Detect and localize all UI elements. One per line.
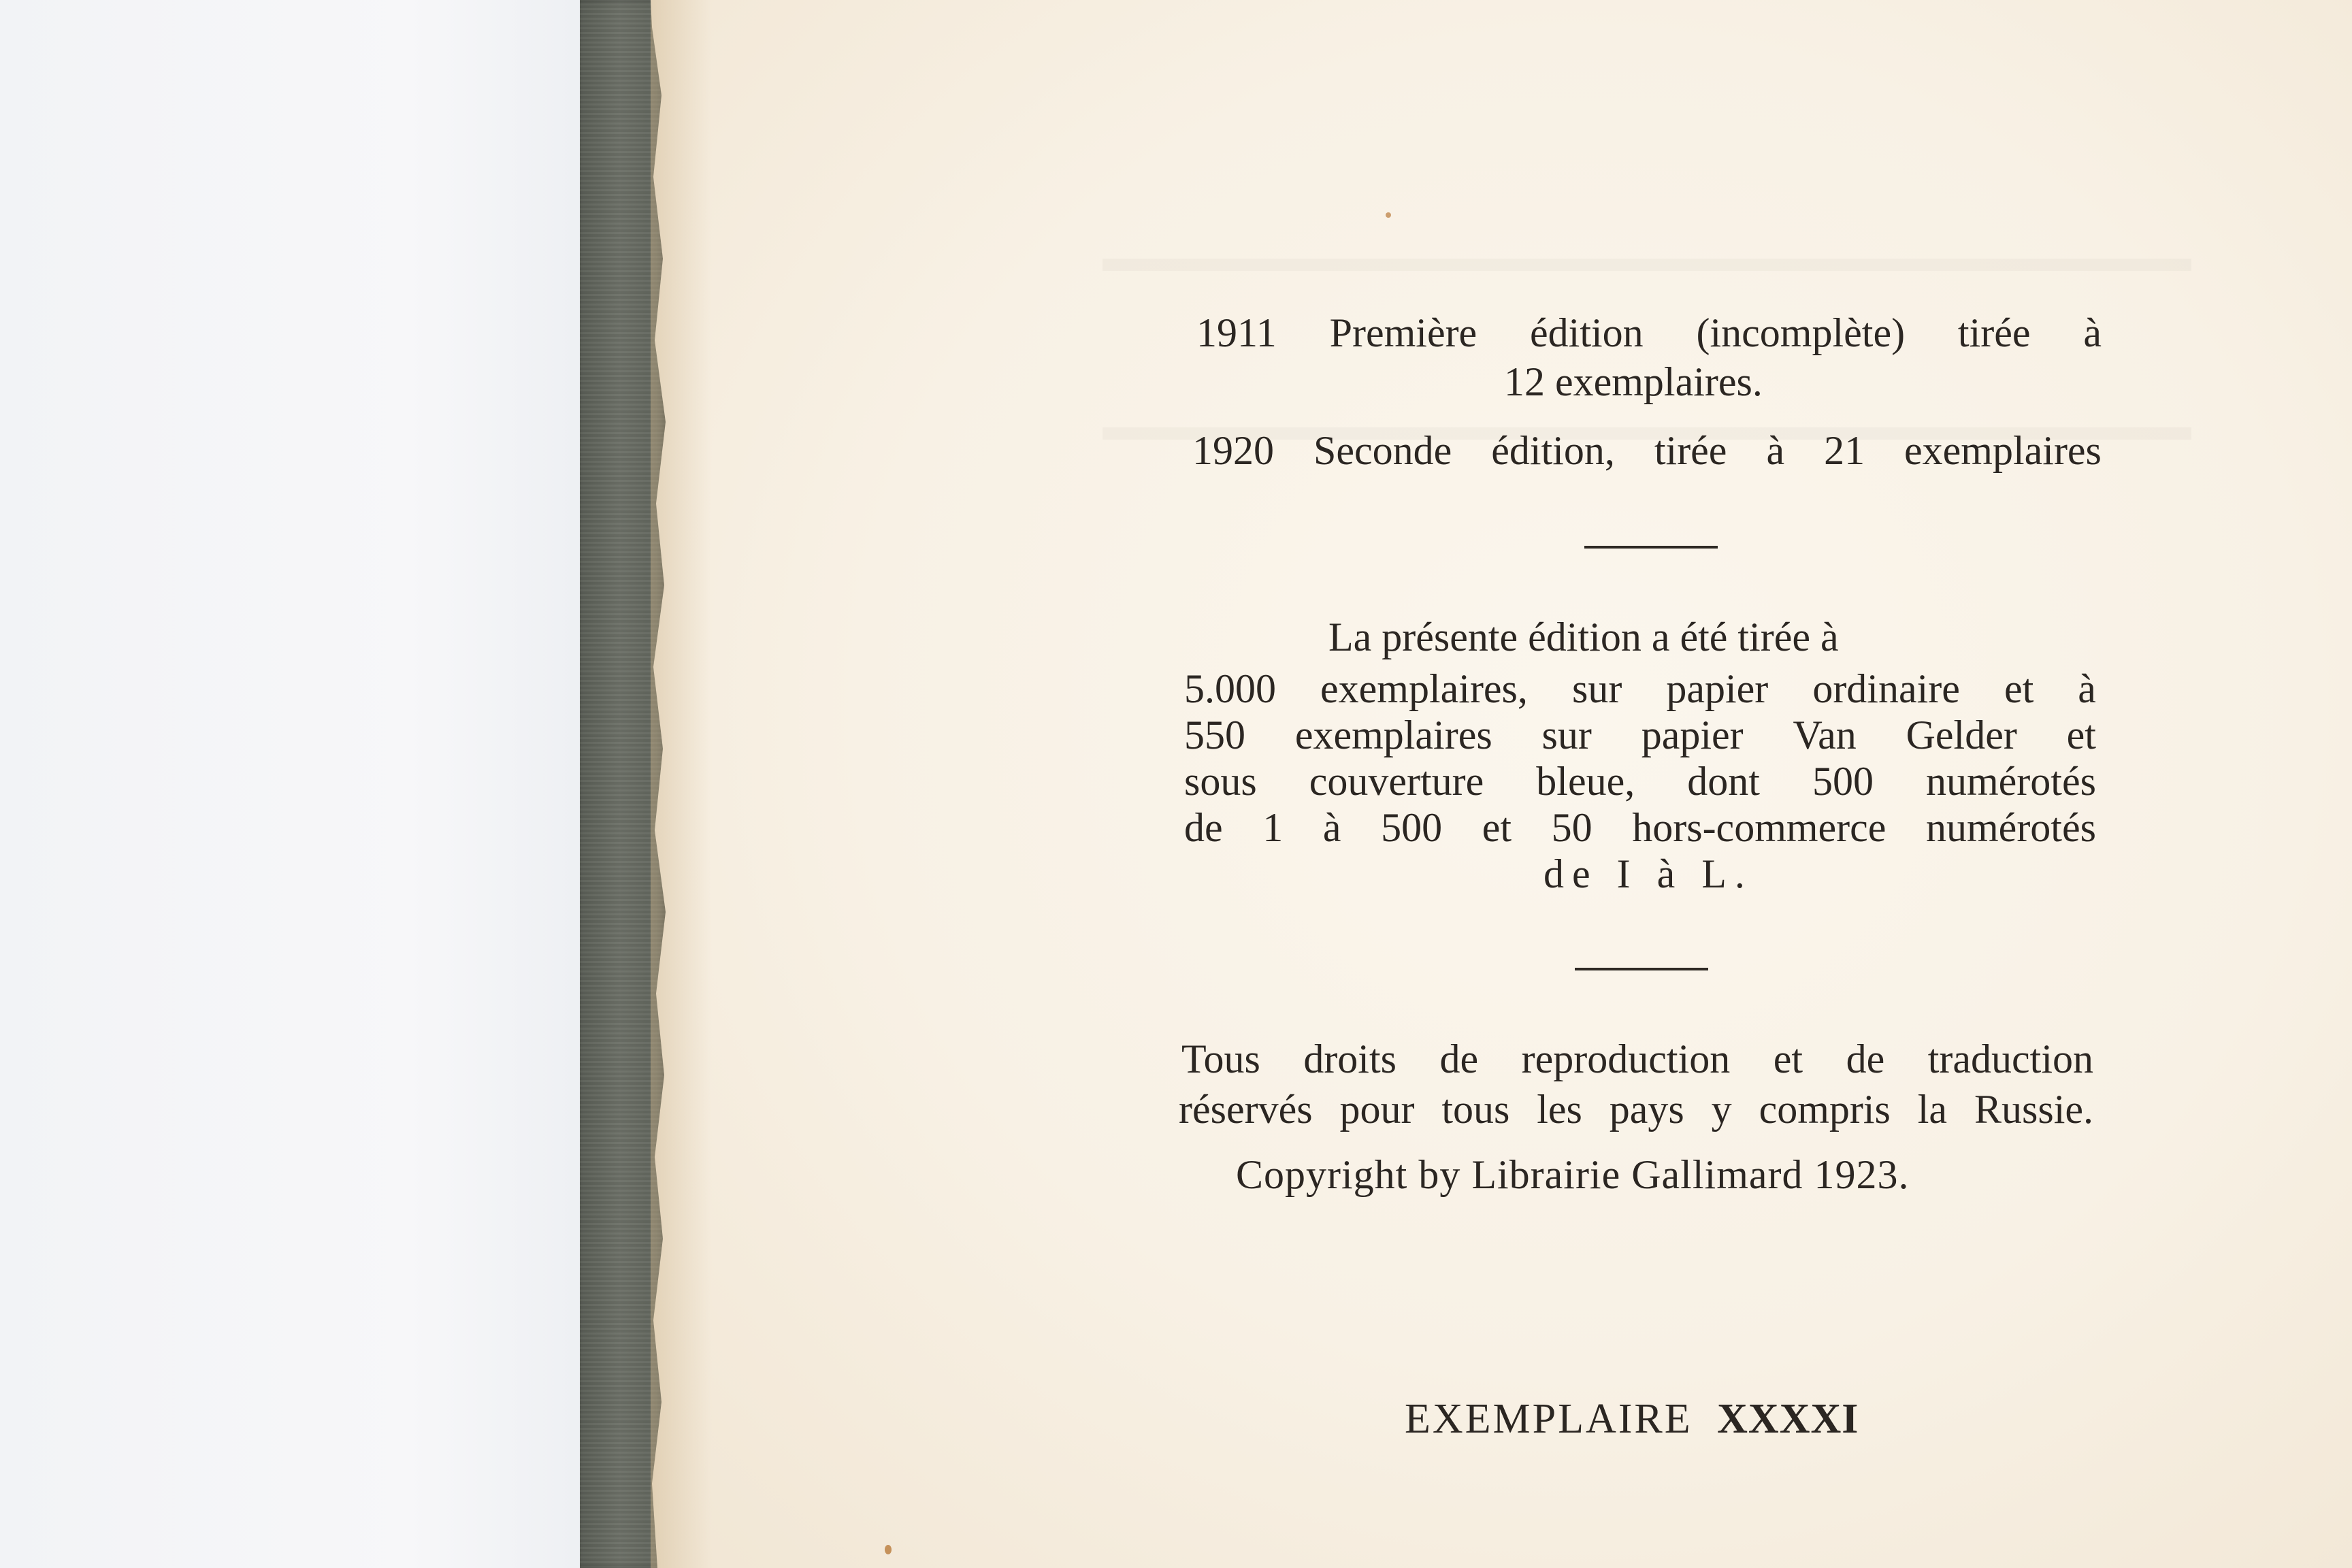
word: Van [1793,713,1857,757]
word: exemplaires [1904,428,2102,473]
exemplaire-label [1405,1395,1859,1443]
word: édition, [1491,428,1615,473]
edition-line-3 [1184,712,2096,758]
copyright-line: Copyright by Librairie Gallimard 1923. [1236,1152,1910,1197]
word: papier [1666,666,1769,711]
word: sur [1541,713,1592,757]
edition-line-4 [1184,758,2096,804]
word: numérotés [1926,759,2096,804]
paper-speck [885,1545,892,1554]
word: à [2083,310,2102,355]
word: droits [1303,1036,1396,1081]
word: (incomplète) [1696,310,1906,355]
word: et [2004,666,2034,711]
separator-rule-2 [1575,968,1708,970]
word: pour [1339,1087,1415,1132]
word: les [1537,1087,1582,1132]
word: sur [1571,666,1622,711]
word: pays [1609,1087,1684,1132]
word: couverture [1309,759,1484,804]
word: réservés [1179,1087,1313,1132]
word: et [2066,713,2096,757]
edition-line-2 [1184,666,2096,712]
word: compris [1759,1087,1891,1132]
word: à [1322,805,1341,850]
word: et [1773,1036,1803,1081]
word: 500 [1812,759,1874,804]
word: 500 [1381,805,1443,850]
word: tous [1441,1087,1510,1132]
word: Tous [1181,1036,1260,1081]
word: à [2078,666,2096,711]
word: papier [1641,713,1744,757]
word: 1911 [1196,310,1277,355]
word: ordinaire [1812,666,1960,711]
word: y [1711,1087,1732,1132]
word: exemplaires, [1320,666,1528,711]
rights-line-2 [1179,1086,2093,1132]
word: 5.000 [1184,666,1276,711]
word: 1920 [1192,428,1274,473]
word: 1 [1262,805,1284,850]
word: sous [1184,759,1257,804]
word: Russie. [1974,1087,2093,1132]
rights-line-1 [1181,1036,2093,1082]
history-line-1920 [1192,427,2102,474]
word: reproduction [1521,1036,1731,1081]
exemplaire-number: XXXXI [1717,1396,1859,1442]
edition-line-6: de I à L. [1544,851,1753,896]
word: Seconde [1313,428,1452,473]
word: hors-commerce [1632,805,1886,850]
word: édition [1530,310,1644,355]
word: dont [1687,759,1760,804]
word: Première [1329,310,1477,355]
word: de [1439,1036,1479,1081]
paper-speck [1386,212,1391,218]
edition-line-1: La présente édition a été tirée à [1328,615,1839,659]
word: traduction [1927,1036,2093,1081]
word: et [1482,805,1512,850]
word: 550 [1184,713,1245,757]
exemplaire-word: EXEMPLAIRE [1405,1396,1693,1442]
history-line-1911-continued: 12 exemplaires. [1504,359,1763,404]
edition-line-5 [1184,804,2096,851]
word: Gelder [1906,713,2017,757]
word: tirée [1957,310,2031,355]
word: de [1184,805,1223,850]
word: 21 [1824,428,1865,473]
word: numérotés [1926,805,2096,850]
word: de [1846,1036,1885,1081]
separator-rule-1 [1584,546,1718,549]
word: à [1766,428,1785,473]
word: bleue, [1536,759,1635,804]
word: la [1917,1087,1948,1132]
word: tirée [1654,428,1727,473]
word: 50 [1551,805,1592,850]
word: exemplaires [1294,713,1492,757]
history-line-1911 [1196,310,2102,356]
